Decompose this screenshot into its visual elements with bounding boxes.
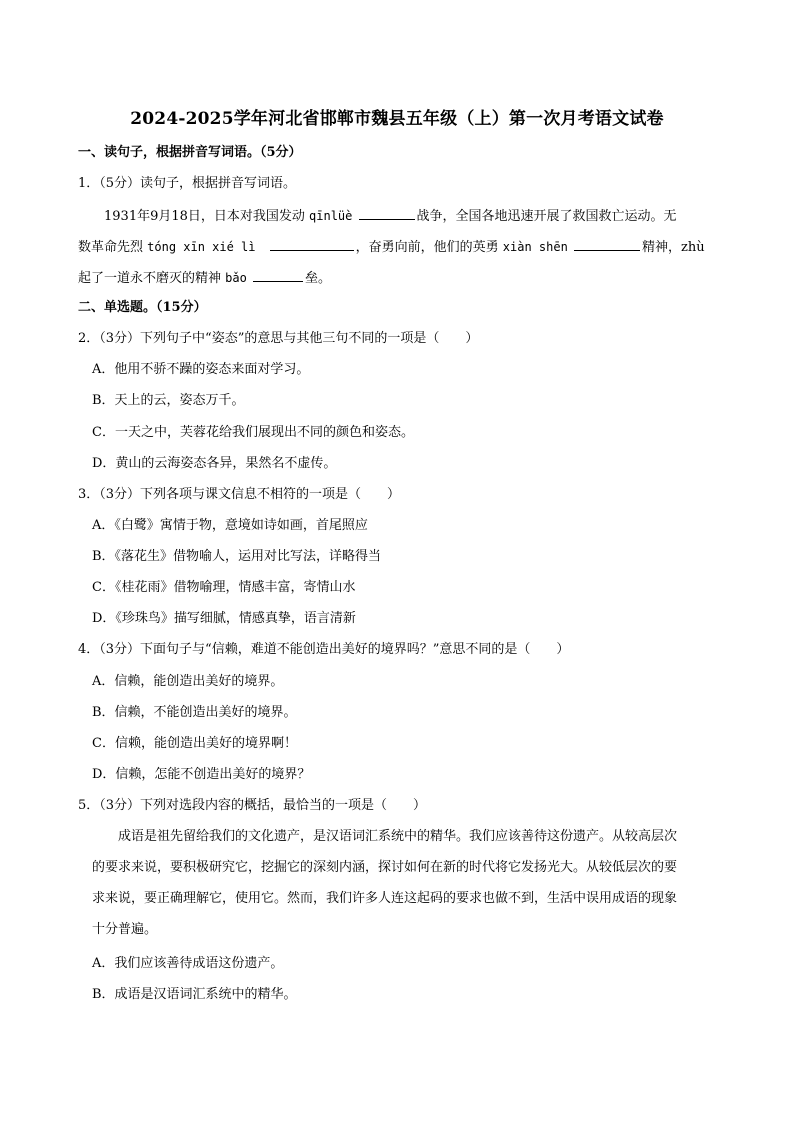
q1-text-e: 精神，zhù	[641, 240, 705, 255]
pinyin-tongxinxieli: tóng xīn xié lì	[147, 240, 256, 254]
q4-option-b[interactable]: B．信赖，不能创造出美好的境界。	[92, 705, 297, 720]
answer-blank-3[interactable]	[574, 236, 640, 251]
q5-passage-line-2: 的要求来说，要积极研究它，挖掘它的深刻内涵，探讨如何在新的时代将它发扬光大。从较低层次的要	[92, 860, 678, 875]
section-heading-2: 二、单选题。（15分）	[78, 300, 207, 315]
q3-option-a[interactable]: A．《白鹭》寓情于物，意境如诗如画，首尾照应	[92, 518, 368, 533]
q4-option-a[interactable]: A．信赖，能创造出美好的境界。	[92, 674, 284, 689]
q5-option-b[interactable]: B．成语是汉语词汇系统中的精华。	[92, 987, 297, 1002]
answer-blank-2[interactable]	[270, 236, 354, 251]
question-1-line-1	[104, 205, 677, 227]
q5-passage-line-4: 十分普遍。	[92, 922, 158, 937]
q1-text-g: 垒。	[304, 271, 331, 286]
question-1-line-2	[78, 236, 705, 258]
question-4-stem: 4．（3分）下面句子与“信赖，难道不能创造出美好的境界吗？”意思不同的是（ ）	[78, 642, 570, 657]
exam-title: 2024-2025学年河北省邯郸市魏县五年级（上）第一次月考语文试卷	[130, 109, 664, 129]
pinyin-xianshen: xiàn shēn	[502, 240, 568, 254]
q4-option-c[interactable]: C．信赖，能创造出美好的境界啊！	[92, 736, 297, 751]
q5-passage-line-3: 求来说，要正确理解它，使用它。然而，我们许多人连这起码的要求也做不到，生活中误用成语的现象	[92, 891, 678, 906]
q5-option-a[interactable]: A．我们应该善待成语这份遗产。	[92, 956, 284, 971]
q1-text-c: 数革命先烈	[78, 240, 148, 255]
question-3-stem: 3．（3分）下列各项与课文信息不相符的一项是（ ）	[78, 487, 401, 502]
q5-passage-line-1: 成语是祖先留给我们的文化遗产，是汉语词汇系统中的精华。我们应该善待这份遗产。从较高层次	[118, 829, 678, 844]
q4-option-d[interactable]: D．信赖，怎能不创造出美好的境界？	[92, 767, 311, 782]
q2-option-d[interactable]: D．黄山的云海姿态各异，果然名不虚传。	[92, 456, 337, 471]
q2-option-b[interactable]: B．天上的云，姿态万千。	[92, 393, 245, 408]
answer-blank-1[interactable]	[359, 205, 415, 220]
q1-text-d: ，奋勇向前，他们的英勇	[355, 240, 503, 255]
question-1-line-3	[78, 267, 331, 289]
q3-option-d[interactable]: D．《珍珠鸟》描写细腻，情感真挚，语言清新	[92, 611, 356, 626]
question-5-stem: 5．（3分）下列对选段内容的概括，最恰当的一项是（ ）	[78, 798, 427, 813]
question-1-stem: 1．（5分）读句子，根据拼音写词语。	[78, 176, 297, 191]
pinyin-bao: bǎo	[225, 271, 247, 285]
pinyin-qinlue: qīnlüè	[309, 209, 353, 223]
q3-option-c[interactable]: C．《桂花雨》借物喻理，情感丰富，寄情山水	[92, 580, 356, 595]
answer-blank-4[interactable]	[253, 267, 303, 282]
q3-option-b[interactable]: B．《落花生》借物喻人，运用对比写法，详略得当	[92, 549, 382, 564]
q1-text-b: 战争，全国各地迅速开展了救国救亡运动。无	[416, 209, 677, 224]
section-heading-1: 一、读句子，根据拼音写词语。（5分）	[78, 145, 302, 160]
q1-text-a: 1931年9月18日，日本对我国发动	[104, 209, 310, 224]
q1-text-f: 起了一道永不磨灭的精神	[78, 271, 226, 286]
q2-option-a[interactable]: A．他用不骄不躁的姿态来面对学习。	[92, 362, 310, 377]
q2-option-c[interactable]: C．一天之中，芙蓉花给我们展现出不同的颜色和姿态。	[92, 425, 414, 440]
question-2-stem: 2．（3分）下列句子中“姿态”的意思与其他三句不同的一项是（ ）	[78, 331, 479, 346]
